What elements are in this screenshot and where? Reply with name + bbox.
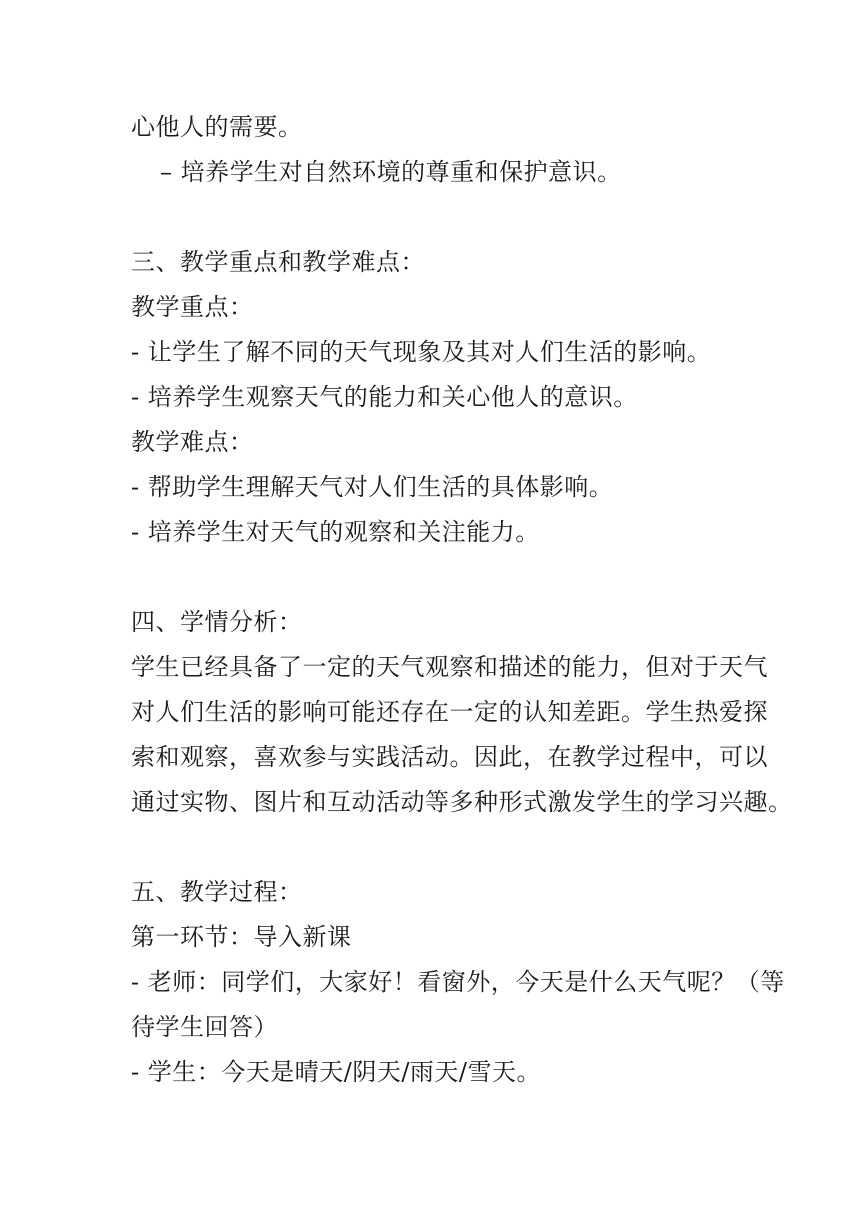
difficulties-label: 教学难点： — [131, 428, 254, 456]
difficulty-item: - 培养学生对天气的观察和关注能力。 — [131, 518, 540, 546]
analysis-paragraph-line: 通过实物、图片和互动活动等多种形式激发学生的学习兴趣。 — [131, 788, 793, 816]
analysis-paragraph-line: 学生已经具备了一定的天气观察和描述的能力，但对于天气 — [131, 653, 768, 681]
teacher-dialogue-continued: 待学生回答） — [131, 1013, 278, 1041]
teacher-dialogue: - 老师：同学们，大家好！看窗外，今天是什么天气呢？（等 — [131, 968, 785, 996]
section-heading-analysis: 四、学情分析： — [131, 608, 303, 636]
difficulty-item: - 帮助学生理解天气对人们生活的具体影响。 — [131, 473, 614, 501]
student-dialogue: - 学生：今天是晴天/阴天/雨天/雪天。 — [131, 1058, 541, 1086]
section-heading-process: 五、教学过程： — [131, 878, 303, 906]
key-points-label: 教学重点： — [131, 293, 254, 321]
step-label: 第一环节：导入新课 — [131, 923, 352, 951]
key-point-item: - 让学生了解不同的天气现象及其对人们生活的影响。 — [131, 338, 712, 366]
analysis-paragraph-line: 索和观察，喜欢参与实践活动。因此，在教学过程中，可以 — [131, 743, 768, 771]
analysis-paragraph-line: 对人们生活的影响可能还存在一定的认知差距。学生热爱探 — [131, 698, 768, 726]
section-heading-key-points: 三、教学重点和教学难点： — [131, 248, 425, 276]
key-point-item: - 培养学生观察天气的能力和关心他人的意识。 — [131, 383, 638, 411]
continuation-text: 心他人的需要。 — [131, 113, 303, 141]
bullet-respect-environment: – 培养学生对自然环境的尊重和保护意识。 — [160, 158, 622, 186]
